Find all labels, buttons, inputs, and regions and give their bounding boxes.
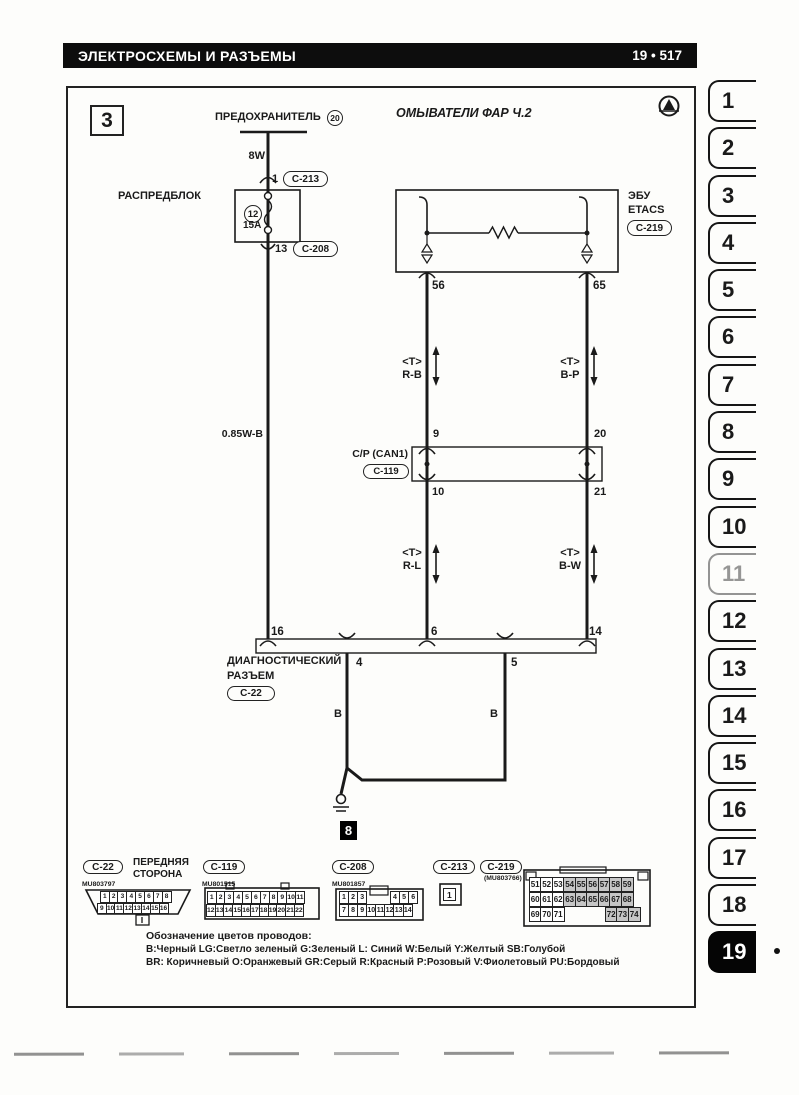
c208-pin-row-2: [340, 904, 413, 917]
diag-pin-14: 14: [589, 626, 602, 638]
chapter-tab-13: [708, 648, 756, 690]
pin-cell-68: 68: [621, 892, 634, 907]
c208-pin-row-1a: [340, 891, 367, 904]
connector-ref-c219: C-219: [627, 220, 672, 236]
chapter-tabs: [708, 80, 756, 973]
pin-number-c213: 1: [272, 173, 279, 185]
pin-cell-7: 7: [153, 891, 163, 903]
pin-cell-6: 6: [144, 891, 154, 903]
c119-pin-row-1: [208, 891, 305, 904]
dist-fuse-number-circle: 12: [244, 205, 262, 223]
pin-cell-12: 12: [384, 904, 394, 917]
pin-cell-1: 1: [100, 891, 110, 903]
can-joint-label: C/P (CAN1): [352, 448, 408, 460]
pin-cell-70: 70: [540, 907, 553, 922]
chapter-tab-label: 17: [722, 844, 747, 870]
chapter-tab-label: 8: [722, 419, 735, 445]
pin-cell-14: 14: [141, 903, 151, 915]
ecu-name-line2: ETACS: [628, 204, 665, 216]
pin-cell-3: 3: [357, 891, 367, 904]
twisted-pair-color-1: R-B: [402, 369, 422, 381]
c219-part-number: (MU803766): [484, 875, 522, 882]
chapter-tab-16: [708, 789, 756, 831]
pin-cell-58: 58: [609, 877, 622, 892]
pin-cell-1: 1: [207, 891, 217, 904]
wire-color-8w: 8W: [248, 150, 265, 162]
pin-cell-1: 1: [443, 888, 456, 901]
ecu-pin-65: 65: [593, 280, 606, 292]
chapter-tab-label: 4: [722, 229, 735, 255]
pin-cell-1: 1: [339, 891, 349, 904]
can-pin-10: 10: [432, 486, 445, 498]
chapter-tab-11: [708, 553, 756, 595]
pin-cell-4: 4: [390, 891, 400, 904]
connector-ref-c22: C-22: [227, 686, 275, 701]
chapter-tab-8: [708, 411, 756, 453]
pin-cell-2: 2: [109, 891, 119, 903]
pin-cell-5: 5: [399, 891, 409, 904]
connector-ref-c119: C-119: [363, 464, 409, 479]
ecu-pin-56: 56: [432, 280, 445, 292]
pin-cell-19: 19: [268, 904, 278, 917]
sheet-number-box: 3: [90, 105, 124, 136]
chapter-tab-label: 3: [722, 182, 735, 208]
pin-cell-9: 9: [357, 904, 367, 917]
pin-cell-4: 4: [126, 891, 136, 903]
c219-pin-row-3a: [530, 907, 565, 922]
pin-cell-11: 11: [114, 903, 124, 915]
pin-cell-54: 54: [563, 877, 576, 892]
chapter-tab-15: [708, 742, 756, 784]
fuse-label: ПРЕДОХРАНИТЕЛЬ: [215, 111, 321, 123]
pin-cell-66: 66: [598, 892, 611, 907]
page-header-bar: [63, 43, 697, 68]
pin-cell-52: 52: [540, 877, 553, 892]
pinout-ref-c119: C-119: [203, 860, 245, 874]
pin-cell-18: 18: [259, 904, 269, 917]
ground-reference-badge: 8: [340, 821, 357, 840]
pin-cell-73: 73: [616, 907, 629, 922]
chapter-tab-label: 14: [722, 702, 747, 728]
pin-number-c208: 13: [275, 243, 288, 255]
diag-pin-4: 4: [356, 657, 363, 669]
pinout-ref-c219: C-219: [480, 860, 522, 874]
pin-cell-53: 53: [552, 877, 565, 892]
ground-wire-color-right: B: [490, 708, 498, 720]
twisted-pair-tag-2: <T>: [560, 356, 580, 368]
pin-cell-5: 5: [135, 891, 145, 903]
twisted-pair-color-4: B-W: [559, 560, 581, 572]
pin-cell-69: 69: [529, 907, 542, 922]
chapter-tab-6: [708, 316, 756, 358]
pin-cell-67: 67: [609, 892, 622, 907]
pin-cell-74: 74: [628, 907, 641, 922]
pinout-ref-c22: C-22: [83, 860, 123, 874]
ground-wire-color-left: B: [334, 708, 342, 720]
chapter-tab-14: [708, 695, 756, 737]
pin-cell-10: 10: [286, 891, 296, 904]
pin-cell-2: 2: [216, 891, 226, 904]
pin-cell-8: 8: [269, 891, 279, 904]
c213-pin-row: [444, 888, 456, 901]
pin-cell-14: 14: [403, 904, 413, 917]
c22-note-line1: ПЕРЕДНЯЯ: [133, 857, 189, 868]
pin-cell-11: 11: [375, 904, 385, 917]
can-pin-9: 9: [433, 428, 440, 440]
pin-cell-16: 16: [159, 903, 169, 915]
pin-cell-11: 11: [295, 891, 305, 904]
pin-cell-21: 21: [285, 904, 295, 917]
pin-cell-6: 6: [408, 891, 418, 904]
pin-cell-16: 16: [241, 904, 251, 917]
chapter-tab-label: 19: [722, 939, 747, 965]
pin-cell-65: 65: [586, 892, 599, 907]
chapter-tab-3: [708, 175, 756, 217]
pin-cell-20: 20: [276, 904, 286, 917]
pin-cell-6: 6: [251, 891, 261, 904]
legend-line1: B:Черный LG:Светло зеленый G:Зеленый L: Синий W:Белый Y:Желтый SB:Голубой: [146, 944, 566, 955]
c208-part-number: MU801857: [332, 881, 366, 888]
pin-cell-72: 72: [605, 907, 618, 922]
chapter-tab-9: [708, 458, 756, 500]
page-header-title: ЭЛЕКТРОСХЕМЫ И РАЗЪЕМЫ: [78, 47, 297, 64]
chapter-tab-2: [708, 127, 756, 169]
pin-cell-13: 13: [132, 903, 142, 915]
pin-cell-10: 10: [366, 904, 376, 917]
pin-cell-5: 5: [242, 891, 252, 904]
chapter-tab-label: 11: [722, 560, 746, 586]
diag-connector-label-line2: РАЗЪЕМ: [227, 670, 275, 682]
pin-cell-56: 56: [586, 877, 599, 892]
distribution-block-label: РАСПРЕДБЛОК: [118, 190, 202, 202]
pin-cell-8: 8: [162, 891, 172, 903]
chapter-tab-18: [708, 884, 756, 926]
chapter-tab-19: [708, 931, 756, 973]
chapter-tab-label: 16: [722, 797, 747, 823]
pin-cell-15: 15: [150, 903, 160, 915]
chapter-tab-label: 9: [722, 466, 735, 492]
c22-note-line2: СТОРОНА: [133, 869, 183, 880]
pin-cell-55: 55: [575, 877, 588, 892]
chapter-tab-1: [708, 80, 756, 122]
chapter-tab-label: 1: [722, 88, 735, 113]
twisted-pair-tag-3: <T>: [402, 547, 422, 559]
pin-cell-51: 51: [529, 877, 542, 892]
scan-artifact-line: [14, 1051, 762, 1055]
pin-cell-60: 60: [529, 892, 542, 907]
diag-pin-16: 16: [271, 626, 284, 638]
dist-fuse-rating: 15A: [243, 220, 262, 231]
diag-connector-label-line1: ДИАГНОСТИЧЕСКИЙ: [227, 655, 342, 667]
chapter-tab-label: 12: [722, 608, 747, 634]
tab-marker-dot: [774, 948, 780, 954]
diagram-title: ОМЫВАТЕЛИ ФАР Ч.2: [396, 106, 532, 120]
c119-part-number: MU801515: [202, 881, 236, 888]
chapter-tab-5: [708, 269, 756, 311]
pin-cell-13: 13: [393, 904, 403, 917]
c119-pin-row-2: [207, 904, 304, 917]
chapter-tab-label: 18: [722, 892, 747, 918]
page-number: 19 • 517: [632, 48, 682, 63]
legend-line2: BR: Коричневый O:Оранжевый GR:Серый R:Красный P:Розовый V:Фиолетовый PU:Бордовый: [146, 957, 620, 968]
pin-cell-10: 10: [106, 903, 116, 915]
pin-cell-57: 57: [598, 877, 611, 892]
twisted-pair-color-3: R-L: [402, 560, 422, 572]
diag-pin-5: 5: [511, 657, 518, 669]
pin-cell-12: 12: [123, 903, 133, 915]
c219-pin-row-3b: [606, 907, 641, 922]
pinout-ref-c213: C-213: [433, 860, 475, 874]
chapter-tab-4: [708, 222, 756, 264]
chapter-tab-label: 13: [722, 655, 747, 681]
twisted-pair-tag-4: <T>: [560, 547, 580, 559]
chapter-tab-12: [708, 600, 756, 642]
pin-cell-64: 64: [575, 892, 588, 907]
chapter-tab-7: [708, 364, 756, 406]
wire-color-085wb: 0.85W-B: [221, 428, 263, 440]
ecu-name-line1: ЭБУ: [628, 190, 651, 202]
c22-pin-row-1: [101, 891, 172, 903]
c22-pin-row-2: [98, 903, 169, 915]
pin-cell-59: 59: [621, 877, 634, 892]
pin-cell-9: 9: [277, 891, 287, 904]
pin-cell-22: 22: [294, 904, 304, 917]
pin-cell-8: 8: [348, 904, 358, 917]
connector-ref-c208: C-208: [293, 241, 338, 257]
chapter-tab-10: [708, 506, 756, 548]
chapter-tab-17: [708, 837, 756, 879]
pin-cell-63: 63: [563, 892, 576, 907]
fuse-number-circle: 20: [327, 110, 343, 126]
chapter-tab-label: 10: [722, 513, 747, 539]
c219-pin-row-2: [530, 892, 634, 907]
chapter-tab-label: 6: [722, 324, 735, 350]
pin-cell-62: 62: [552, 892, 565, 907]
pin-cell-9: 9: [97, 903, 107, 915]
pin-cell-4: 4: [233, 891, 243, 904]
twisted-pair-color-2: B-P: [560, 369, 580, 381]
pin-cell-14: 14: [223, 904, 233, 917]
twisted-pair-tag-1: <T>: [402, 356, 422, 368]
c208-pin-row-1b: [391, 891, 418, 904]
pin-cell-15: 15: [232, 904, 242, 917]
chapter-tab-label: 15: [722, 750, 747, 776]
pinout-ref-c208: C-208: [332, 860, 374, 874]
c219-pin-row-1: [530, 877, 634, 892]
c22-part-number: MU803797: [82, 881, 116, 888]
pin-cell-61: 61: [540, 892, 553, 907]
pin-cell-2: 2: [348, 891, 358, 904]
connector-ref-c213: C-213: [283, 171, 328, 187]
pin-cell-7: 7: [339, 904, 349, 917]
pin-cell-3: 3: [117, 891, 127, 903]
diag-pin-6: 6: [431, 626, 438, 638]
can-pin-20: 20: [594, 428, 607, 440]
pin-cell-12: 12: [206, 904, 216, 917]
pin-cell-7: 7: [260, 891, 270, 904]
pin-cell-3: 3: [224, 891, 234, 904]
can-pin-21: 21: [594, 486, 607, 498]
legend-title: Обозначение цветов проводов:: [146, 930, 312, 942]
pin-cell-17: 17: [250, 904, 260, 917]
chapter-tab-label: 2: [722, 135, 735, 161]
chapter-tab-label: 5: [722, 277, 735, 303]
pin-cell-13: 13: [215, 904, 225, 917]
pin-cell-71: 71: [552, 907, 565, 922]
chapter-tab-label: 7: [722, 371, 735, 397]
